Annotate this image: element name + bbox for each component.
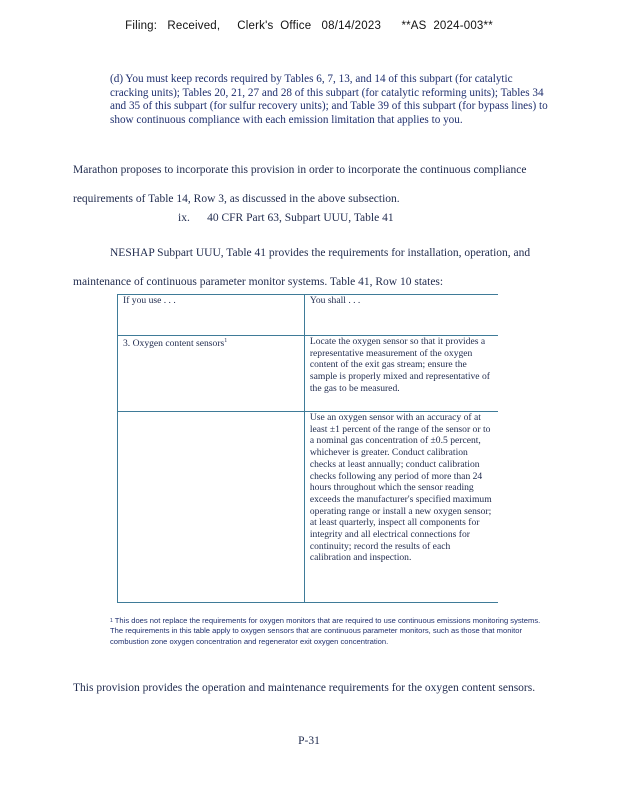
accuracy-requirement: Use an oxygen sensor with an accuracy of at least ±1 percent of the range of the sensor or to a nominal gas concentration of ±0.5 percent, whichever is greater. [309, 412, 491, 459]
header-office: Office [280, 20, 312, 32]
table-row [118, 336, 499, 412]
table-header-col1: If you use . . . [118, 295, 305, 336]
table-cell-accuracy-calibration [304, 412, 498, 603]
table-cell-sensor [118, 336, 305, 412]
footnote-text: This does not replace the requirements for oxygen monitors that are required to use continuous emissions monitoring systems. The requirements in this table apply to oxygen sensors that are continuous parameter monitors, such as those that monitor combustion zone oxygen concentration and regenerator exit oxygen concentration. [110, 616, 541, 646]
footnote-marker: 1 [110, 618, 113, 624]
header-date: 08/14/2023 [321, 20, 382, 32]
block-quote: (d) You must keep records required by Tables 6, 7, 13, and 14 of this subpart (for catalytic cracking units); Tables 20, 21, 27 and 28 of this subpart (for catalytic reforming units); Tables 34 and 35 of this subpart (for sulfur recovery units); and Table 39 of this subpart (for bypass lines) to show continuous compliance with each emission limitation that applies to you. [110, 73, 548, 126]
header-as: **AS [401, 20, 427, 32]
paragraph-1: Marathon proposes to incorporate this provision in order to incorporate the continuous compliance requirements of Table 14, Row 3, as discussed in the above subsection. [73, 164, 527, 205]
table-cell-location: Locate the oxygen sensor so that it provides a representative measurement of the oxygen content of the exit gas stream; ensure the sample is properly mixed and representative of the gas to be measured. [304, 336, 498, 412]
header-filing: Filing: [125, 20, 158, 32]
table-header-col2: You shall . . . [304, 295, 498, 336]
calibration-requirement: Conduct calibration checks at least annually; conduct calibration checks following any period of more than 24 hours throughout which the sensor reading exceeds the manufacturer's specified maximum operating range or install a new oxygen sensor; at least quarterly, inspect all components for integrity and all electrical connections for continuity; record the results of each calibration and inspection. [309, 447, 492, 564]
section-number: ix. [178, 212, 190, 224]
sensor-type: 3. Oxygen content sensors [123, 338, 225, 350]
paragraph-2 [73, 239, 573, 297]
paragraph-2-text: NESHAP Subpart UUU, Table 41 provides the requirements for installation, operation, and maintenance of continuous parameter monitor systems. Table 41, Row 10 states: [73, 247, 531, 288]
table-cell-empty [118, 412, 305, 603]
header-received: Received, [167, 20, 221, 32]
section-heading [178, 212, 394, 224]
table-header-row [118, 295, 499, 336]
table-row [118, 412, 499, 603]
paragraph-3: This provision provides the operation and maintenance requirements for the oxygen content sensors. [73, 682, 536, 694]
header-clerks: Clerk's [237, 20, 274, 32]
page-number: P-31 [298, 735, 320, 747]
header-docket: 2024-003** [433, 20, 493, 32]
filing-header [0, 20, 618, 32]
footnote [110, 616, 550, 647]
section-title: 40 CFR Part 63, Subpart UUU, Table 41 [207, 212, 394, 224]
requirements-table [117, 294, 498, 603]
footnote-ref: 1 [224, 338, 228, 344]
